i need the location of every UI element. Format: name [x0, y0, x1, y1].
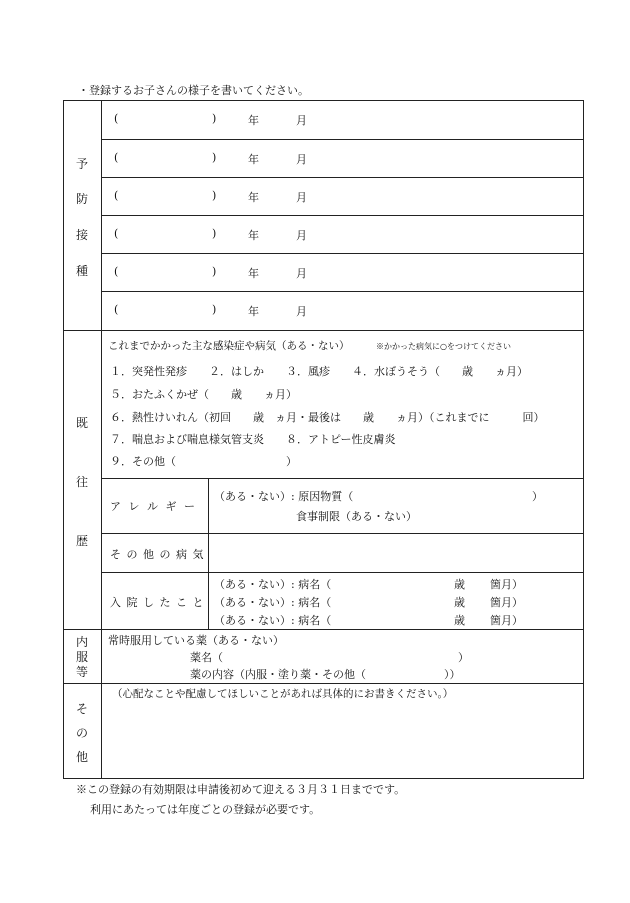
- regular-medication: 常時服用している薬（ある・ない）: [108, 634, 284, 647]
- year-unit: 年: [248, 229, 259, 242]
- allergy-cause-prefix: （ある・ない）: 原因物質（: [214, 490, 354, 503]
- disease-header: これまでかかった主な感染症や病気（ある・ない）: [108, 340, 350, 352]
- paren-close: ): [212, 303, 217, 316]
- hospital-entry-prefix: （ある・ない）: 病名（: [214, 596, 332, 609]
- other-field[interactable]: [102, 684, 583, 778]
- hospital-entry-age: 歳: [454, 614, 465, 627]
- other-label-char: 他: [75, 750, 88, 764]
- hospital-entry-months: 箇月）: [490, 578, 523, 591]
- intro-text: ・登録するお子さんの様子を書いてください。: [78, 84, 309, 97]
- vaccination-label-char: 種: [75, 264, 88, 278]
- history-row-line: [101, 572, 583, 573]
- paren-open: (: [114, 265, 119, 278]
- history-label-char: 既: [75, 416, 88, 430]
- medication-label-char: 服: [75, 650, 88, 664]
- medication-label-char: 内: [75, 635, 88, 649]
- medicine-content-prefix: 薬の内容（内服・塗り薬・その他（: [190, 668, 366, 681]
- allergy-label: ア レ ル ギ ー: [110, 500, 197, 513]
- footnote-validity: ※この登録の有効期限は申請後初めて迎える３月３１日までです。: [76, 783, 406, 796]
- other-hint: （心配なことや配慮してほしいことがあれば具体的にお書きください。）: [112, 688, 454, 700]
- paren-close: ): [212, 189, 217, 202]
- allergy-cause-close: ）: [532, 490, 543, 503]
- medicine-content-close: ））: [444, 668, 461, 681]
- table-border-right: [583, 100, 584, 778]
- vacc-row-line: [101, 291, 583, 292]
- history-label-char: 往: [75, 475, 88, 489]
- vacc-row-line: [101, 139, 583, 140]
- paren-close: ): [212, 265, 217, 278]
- year-unit: 年: [248, 191, 259, 204]
- year-unit: 年: [248, 267, 259, 280]
- disease-line: ７．喘息および喘息様気管支炎 ８．アトピー性皮膚炎: [110, 433, 396, 446]
- disease-line: ６．熱性けいれん（初回 歳 ヵ月・最後は 歳 ヵ月）（これまでに 回）: [110, 411, 545, 424]
- year-unit: 年: [248, 305, 259, 318]
- section-divider-history: [63, 629, 584, 630]
- other-label-char: そ: [75, 702, 88, 716]
- other-label-char: の: [75, 726, 88, 740]
- vaccination-label-char: 防: [75, 192, 88, 206]
- medication-label-char: 等: [75, 665, 88, 679]
- vaccination-label-char: 予: [75, 157, 88, 171]
- vaccination-label-char: 接: [75, 228, 88, 242]
- disease-line: ９．その他（ ）: [110, 455, 297, 468]
- vacc-row-line: [101, 177, 583, 178]
- vacc-row-line: [101, 253, 583, 254]
- table-border-bottom: [63, 778, 584, 779]
- table-border-left: [63, 100, 64, 778]
- paren-close: ): [212, 227, 217, 240]
- paren-open: (: [114, 303, 119, 316]
- other-illness-label: そ の 他 の 病 気: [110, 548, 205, 561]
- section-divider-vaccination: [63, 330, 584, 331]
- month-unit: 月: [296, 191, 307, 204]
- hospital-label: 入 院 し た こ と: [110, 596, 205, 609]
- month-unit: 月: [296, 229, 307, 242]
- label-column-divider: [101, 100, 102, 778]
- year-unit: 年: [248, 114, 259, 127]
- paren-open: (: [114, 189, 119, 202]
- hospital-entry-age: 歳: [454, 578, 465, 591]
- month-unit: 月: [296, 153, 307, 166]
- history-row-line: [101, 478, 583, 479]
- paren-open: (: [114, 227, 119, 240]
- hospital-entry-prefix: （ある・ない）: 病名（: [214, 614, 332, 627]
- month-unit: 月: [296, 114, 307, 127]
- paren-open: (: [114, 151, 119, 164]
- month-unit: 月: [296, 305, 307, 318]
- hospital-entry-months: 箇月）: [490, 614, 523, 627]
- footnote-renewal: 利用にあたっては年度ごとの登録が必要です。: [90, 803, 321, 816]
- vacc-row-line: [101, 215, 583, 216]
- hospital-entry-prefix: （ある・ない）: 病名（: [214, 578, 332, 591]
- hospital-entry-age: 歳: [454, 596, 465, 609]
- disease-line: ５．おたふくかぜ（ 歳 ヵ月）: [110, 388, 297, 401]
- table-border-top: [63, 100, 584, 101]
- paren-close: ): [212, 151, 217, 164]
- medicine-name-close: ）: [458, 651, 469, 664]
- disease-line: １．突発性発疹 ２．はしか ３．風疹 ４．水ぼうそう（ 歳 ヵ月）: [110, 365, 528, 378]
- disease-note: ※かかった病気に○をつけてください: [376, 342, 511, 351]
- history-label-char: 歴: [75, 534, 88, 548]
- paren-close: ): [212, 112, 217, 125]
- paren-open: (: [114, 112, 119, 125]
- other-illness-field[interactable]: [209, 534, 583, 572]
- year-unit: 年: [248, 153, 259, 166]
- medicine-name-prefix: 薬名（: [190, 651, 223, 664]
- month-unit: 月: [296, 267, 307, 280]
- hospital-entry-months: 箇月）: [490, 596, 523, 609]
- food-restriction: 食事制限（ある・ない）: [296, 510, 417, 523]
